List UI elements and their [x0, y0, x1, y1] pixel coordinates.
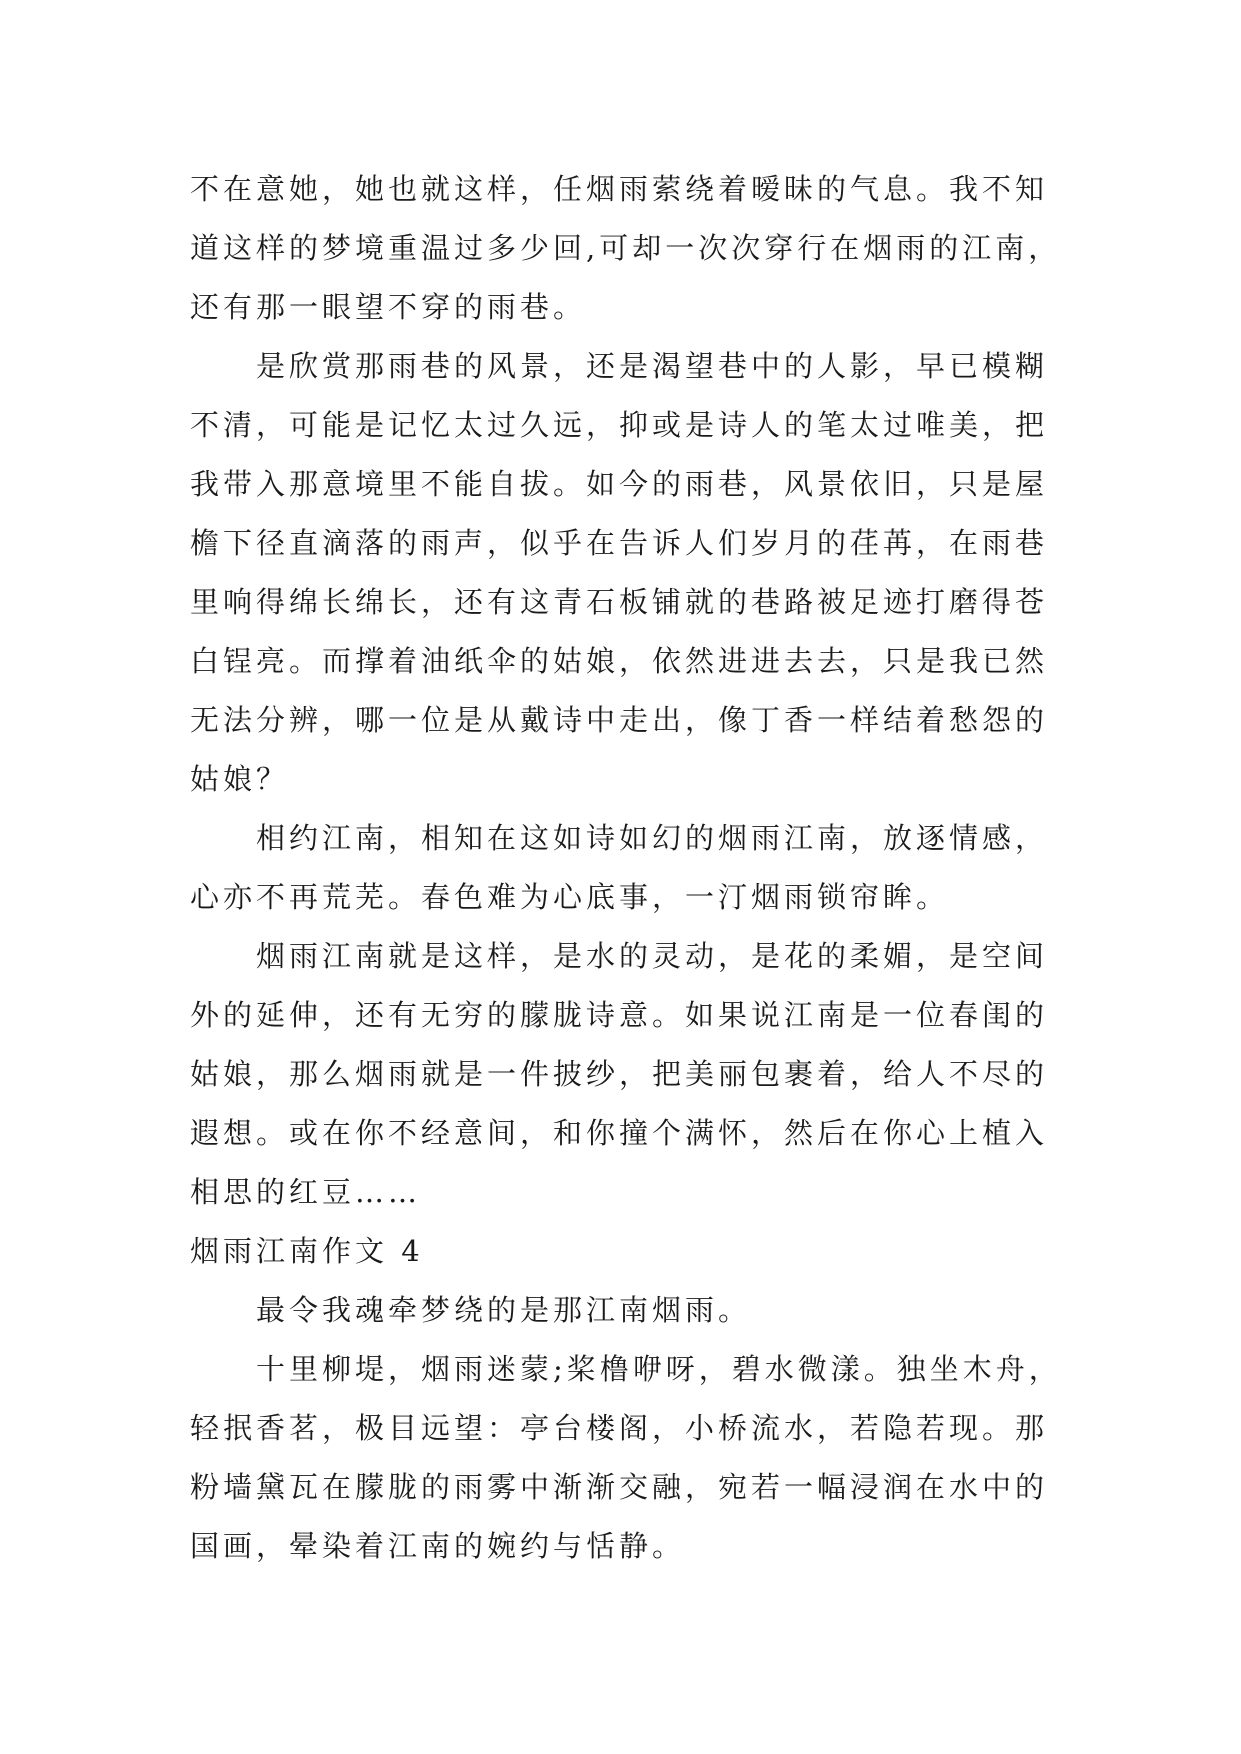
- text-line: 遐想。或在你不经意间，和你撞个满怀，然后在你心上植入: [190, 1116, 1049, 1150]
- text-line: 心亦不再荒芜。春色难为心底事，一汀烟雨锁帘眸。: [190, 880, 950, 914]
- text-line: 檐下径直滴落的雨声，似乎在告诉人们岁月的荏苒，在雨巷: [190, 526, 1049, 560]
- paragraph-start-line: 相约江南，相知在这如诗如幻的烟雨江南，放逐情感，: [256, 821, 1049, 855]
- paragraph-start-line: 十里柳堤，烟雨迷蒙;桨橹咿呀，碧水微漾。独坐木舟，: [256, 1352, 1062, 1386]
- text-line: 姑娘，那么烟雨就是一件披纱，把美丽包裹着，给人不尽的: [190, 1057, 1049, 1091]
- text-line: 相思的红豆……: [190, 1175, 422, 1209]
- text-line: 里响得绵长绵长，还有这青石板铺就的巷路被足迹打磨得苍: [190, 585, 1049, 619]
- text-line: 我带入那意境里不能自拔。如今的雨巷，风景依旧，只是屋: [190, 467, 1049, 501]
- section-heading: 烟雨江南作文 4: [190, 1234, 424, 1268]
- text-line: 无法分辨，哪一位是从戴诗中走出，像丁香一样结着愁怨的: [190, 703, 1049, 737]
- text-line: 不清，可能是记忆太过久远，抑或是诗人的笔太过唯美，把: [190, 408, 1049, 442]
- paragraph-start-line: 是欣赏那雨巷的风景，还是渴望巷中的人影，早已模糊: [256, 349, 1049, 383]
- text-line: 姑娘？: [190, 762, 290, 796]
- text-line: 不在意她，她也就这样，任烟雨萦绕着暧昧的气息。我不知: [190, 172, 1049, 206]
- paragraph-start-line: 烟雨江南就是这样，是水的灵动，是花的柔媚，是空间: [256, 939, 1049, 973]
- text-line: 粉墙黛瓦在朦胧的雨雾中渐渐交融，宛若一幅浸润在水中的: [190, 1470, 1049, 1504]
- text-line: 国画，晕染着江南的婉约与恬静。: [190, 1529, 686, 1563]
- text-line: 还有那一眼望不穿的雨巷。: [190, 290, 587, 324]
- text-line: 外的延伸，还有无穷的朦胧诗意。如果说江南是一位春闺的: [190, 998, 1049, 1032]
- document-body: [190, 160, 1070, 1576]
- text-line: 轻抿香茗，极目远望：亭台楼阁，小桥流水，若隐若现。那: [190, 1411, 1049, 1445]
- text-line: 道这样的梦境重温过多少回,可却一次次穿行在烟雨的江南，: [190, 231, 1062, 265]
- paragraph-start-line: 最令我魂牵梦绕的是那江南烟雨。: [256, 1293, 752, 1327]
- text-line: 白锃亮。而撑着油纸伞的姑娘，依然进进去去，只是我已然: [190, 644, 1049, 678]
